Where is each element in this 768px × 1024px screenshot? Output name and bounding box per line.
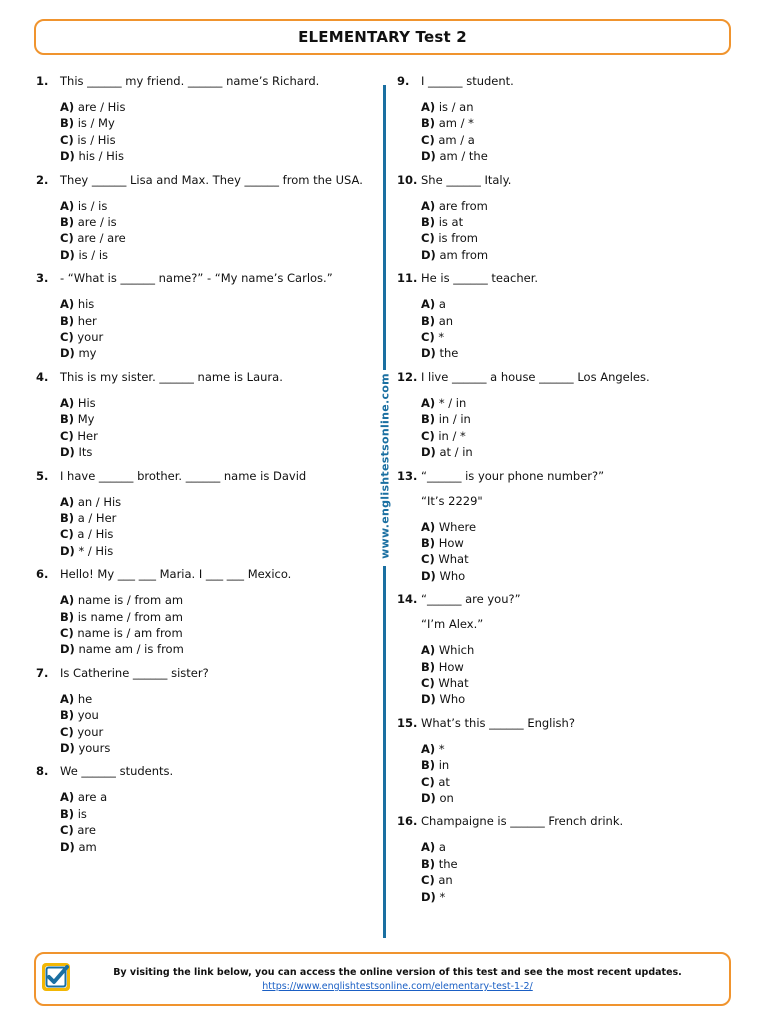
answer-option [421,790,737,806]
option-label: D) [421,568,436,583]
question-item [36,270,366,362]
option-text: Who [439,692,466,707]
question-text: “______ are you?” [421,592,521,607]
option-label: A) [60,593,75,608]
option-text: is [77,806,87,821]
option-text: a [438,297,446,312]
question-line [397,270,737,286]
answer-options [421,642,737,708]
answer-option [60,230,366,246]
question-number: 12. [397,369,418,384]
option-label: D) [60,543,75,558]
option-label: A) [60,198,75,213]
answer-option [421,774,737,790]
answer-option [60,691,366,707]
footer-box [34,952,731,1006]
answer-options [60,494,366,560]
option-label: A) [421,297,436,312]
option-label: B) [421,856,436,871]
option-text: are / His [77,100,126,114]
checkmark-logo-icon [41,962,71,992]
question-line [36,172,366,188]
answer-option [60,707,366,723]
option-text: your [77,724,104,739]
option-text: am / * [438,116,474,131]
option-text: at [438,774,450,789]
answer-options [421,296,737,362]
option-label: A) [60,691,75,706]
question-text: He is ______ teacher. [421,271,539,286]
option-label: B) [60,412,75,427]
question-text: “______ is your phone number?” [421,468,605,483]
question-text: They ______ Lisa and Max. They ______ from the USA. [60,172,363,187]
answer-option [421,132,737,148]
answer-options [60,789,366,855]
answer-option [421,99,737,115]
option-label: D) [421,247,436,262]
question-text: I ______ student. [421,74,514,88]
answer-option [60,641,366,657]
option-text: you [77,708,99,723]
question-item [36,566,366,658]
question-item [36,763,366,855]
option-label: C) [60,231,74,246]
option-text: his [77,297,95,312]
question-number: 5. [36,468,49,483]
question-item [397,73,737,165]
answer-option [60,806,366,822]
footer-text: By visiting the link below, you can access the online version of this test and see the most recent updates. [113,967,682,978]
option-label: C) [421,231,435,246]
option-text: in [438,758,450,773]
question-text: Hello! My ___ ___ Maria. I ___ ___ Mexico. [60,567,292,582]
question-item [397,270,737,362]
question-number: 16. [397,814,418,829]
answer-option [421,551,737,567]
question-text: I live ______ a house ______ Los Angeles. [421,369,650,384]
answer-option [421,198,737,214]
option-text: is / My [77,116,115,131]
option-label: C) [60,823,74,838]
option-label: C) [421,428,435,443]
option-text: yours [78,740,111,755]
answer-options [60,395,366,461]
option-text: in / * [438,428,466,443]
option-label: C) [421,675,435,690]
answer-option [60,115,366,131]
answer-option [60,444,366,460]
option-label: D) [421,346,436,361]
option-text: is from [438,231,478,246]
option-text: am / a [438,132,475,147]
option-text: a / His [77,527,114,542]
option-text: is / is [78,247,109,262]
option-text: are [77,823,96,838]
question-extra-text: “I’m Alex.” [421,617,484,632]
option-label: B) [60,609,75,624]
answer-option [60,395,366,411]
page-title: ELEMENTARY Test 2 [298,28,467,46]
website-vertical-text: www.englishtestsonline.com [378,373,391,559]
option-text: How [438,535,464,550]
answer-option [421,691,737,707]
answer-option [60,724,366,740]
question-item [36,369,366,461]
option-text: His [77,395,96,410]
option-label: A) [60,100,75,114]
option-label: D) [60,740,75,755]
questions-right-column [397,73,737,912]
question-number: 7. [36,665,49,680]
answer-option [421,741,737,757]
answer-option [60,329,366,345]
question-text: She ______ Italy. [421,172,512,187]
option-text: * [438,330,445,345]
question-number: 6. [36,567,49,582]
option-label: B) [60,708,75,723]
option-label: A) [60,790,75,805]
option-label: C) [421,873,435,888]
option-text: an [438,873,453,888]
question-line [397,369,737,385]
answer-option [421,872,737,888]
option-text: is name / from am [77,609,183,624]
answer-option [60,198,366,214]
option-text: am / the [439,149,488,164]
answer-options [60,296,366,362]
question-text: I have ______ brother. ______ name is David [60,468,307,483]
option-text: Where [438,519,477,534]
option-text: Its [78,445,93,460]
option-text: am [78,839,97,854]
answer-option [60,99,366,115]
option-text: your [77,330,104,345]
answer-option [60,214,366,230]
answer-option [421,345,737,361]
answer-option [421,535,737,551]
option-text: is / an [438,100,474,114]
option-text: is / is [77,198,108,213]
question-number: 15. [397,715,418,730]
option-text: Which [438,643,475,658]
option-label: A) [421,840,436,855]
answer-option [421,839,737,855]
question-line [397,813,737,829]
option-label: D) [60,346,75,361]
option-label: D) [421,149,436,164]
question-item [36,468,366,560]
option-text: How [438,659,464,674]
question-number: 9. [397,74,410,88]
option-label: D) [60,642,75,657]
question-item [397,813,737,905]
option-label: A) [421,100,436,114]
option-text: the [439,346,459,361]
question-line [36,73,366,89]
option-label: C) [421,132,435,147]
answer-option [421,675,737,691]
answer-option [421,889,737,905]
answer-option [60,494,366,510]
option-label: B) [60,313,75,328]
footer-link[interactable]: https://www.englishtestsonline.com/elementary-test-1-2/ [262,981,533,992]
column-divider-bottom [383,566,386,938]
option-text: on [439,790,454,805]
answer-option [60,296,366,312]
answer-option [421,329,737,345]
option-label: A) [60,494,75,509]
option-text: name is / am from [77,625,183,640]
answer-option [60,148,366,164]
answer-options [60,691,366,757]
option-label: B) [421,412,436,427]
option-text: at / in [439,445,473,460]
answer-option [421,757,737,773]
question-item [397,172,737,264]
answer-option [60,247,366,263]
answer-option [421,411,737,427]
option-label: B) [421,215,436,230]
question-item [397,715,737,807]
question-number: 1. [36,74,49,88]
answer-options [421,198,737,264]
answer-option [60,822,366,838]
option-text: in / in [438,412,471,427]
option-label: A) [421,198,436,213]
option-label: C) [421,552,435,567]
answer-option [60,428,366,444]
answer-option [60,510,366,526]
answer-option [421,428,737,444]
option-text: name is / from am [77,593,184,608]
option-text: Her [77,428,98,443]
question-line [397,591,737,607]
question-text: Is Catherine ______ sister? [60,665,209,680]
option-text: * / in [438,395,467,410]
question-line [36,369,366,385]
option-label: B) [421,758,436,773]
option-label: C) [421,330,435,345]
answer-option [60,625,366,641]
answer-option [421,444,737,460]
option-label: C) [421,774,435,789]
option-text: is at [438,215,464,230]
option-text: What [438,552,469,567]
answer-option [421,313,737,329]
option-text: * / His [78,543,114,558]
question-line [397,468,737,484]
option-label: B) [60,215,75,230]
option-label: D) [421,445,436,460]
question-line [36,763,366,779]
question-number: 10. [397,172,418,187]
option-label: A) [60,395,75,410]
option-label: C) [60,724,74,739]
question-text: This ______ my friend. ______ name’s Richard. [60,74,320,88]
answer-option [421,115,737,131]
option-text: he [77,691,93,706]
option-text: name am / is from [78,642,184,657]
questions-left-column [36,73,366,862]
question-number: 2. [36,172,49,187]
answer-option [60,345,366,361]
answer-option [421,230,737,246]
option-label: D) [60,839,75,854]
option-label: D) [60,247,75,262]
question-line [397,715,737,731]
answer-option [60,543,366,559]
question-number: 14. [397,592,418,607]
answer-option [60,526,366,542]
question-number: 8. [36,764,49,779]
option-label: C) [60,625,74,640]
option-text: are / are [77,231,126,246]
answer-option [421,659,737,675]
option-text: * [438,741,445,756]
option-text: is / His [77,132,116,147]
answer-options [60,592,366,658]
answer-option [421,395,737,411]
question-extra-text: “It’s 2229" [421,493,483,508]
option-text: my [78,346,97,361]
answer-options [421,395,737,461]
question-line [397,172,737,188]
answer-option [60,313,366,329]
question-item [36,665,366,757]
question-text: We ______ students. [60,764,174,779]
answer-option [60,609,366,625]
answer-option [60,839,366,855]
option-text: a / Her [77,510,117,525]
option-text: are from [438,198,488,213]
answer-option [421,642,737,658]
answer-options [421,519,737,585]
option-label: A) [421,519,436,534]
option-text: What [438,675,469,690]
option-label: C) [60,428,74,443]
option-label: B) [421,116,436,131]
option-label: D) [421,692,436,707]
column-divider-top [383,85,386,370]
answer-options [421,741,737,807]
option-label: A) [421,395,436,410]
question-line [36,270,366,286]
question-number: 4. [36,369,49,384]
answer-option [60,740,366,756]
answer-option [421,856,737,872]
option-label: D) [421,790,436,805]
option-text: are / is [77,215,117,230]
option-label: B) [60,510,75,525]
option-text: a [438,840,446,855]
option-text: the [438,856,458,871]
question-item [397,369,737,461]
question-line [397,73,737,89]
option-text: * [439,889,446,904]
question-number: 11. [397,271,418,286]
question-line [36,665,366,681]
answer-option [60,592,366,608]
question-text: - “What is ______ name?” - “My name’s Carlos.” [60,271,333,286]
answer-options [60,198,366,264]
option-text: her [77,313,97,328]
option-text: are a [77,790,108,805]
option-label: D) [60,445,75,460]
option-label: B) [60,116,75,131]
option-text: Who [439,568,466,583]
option-text: am from [439,247,489,262]
question-line [36,566,366,582]
answer-option [421,148,737,164]
option-label: C) [60,330,74,345]
answer-option [60,132,366,148]
title-box [34,19,731,55]
answer-option [421,296,737,312]
answer-options [60,99,366,165]
option-text: My [77,412,95,427]
question-text: This is my sister. ______ name is Laura. [60,369,283,384]
option-text: an / His [77,494,122,509]
option-label: B) [60,806,75,821]
question-line [36,468,366,484]
option-text: an [438,313,454,328]
option-label: C) [60,527,74,542]
option-text: his / His [78,149,124,164]
answer-options [421,839,737,905]
option-label: A) [421,643,436,658]
option-label: B) [421,313,436,328]
answer-option [60,411,366,427]
question-item [397,468,737,585]
question-item [397,591,737,708]
question-text: Champaigne is ______ French drink. [421,814,624,829]
option-label: A) [421,741,436,756]
answer-option [421,568,737,584]
question-item [36,73,366,165]
question-item [36,172,366,264]
option-label: A) [60,297,75,312]
option-label: C) [60,132,74,147]
answer-option [421,519,737,535]
question-text: What’s this ______ English? [421,715,575,730]
answer-options [421,99,737,165]
option-label: D) [421,889,436,904]
answer-option [421,214,737,230]
option-label: B) [421,659,436,674]
option-label: D) [60,149,75,164]
answer-option [421,247,737,263]
question-number: 13. [397,468,418,483]
option-label: B) [421,535,436,550]
question-number: 3. [36,271,49,286]
answer-option [60,789,366,805]
